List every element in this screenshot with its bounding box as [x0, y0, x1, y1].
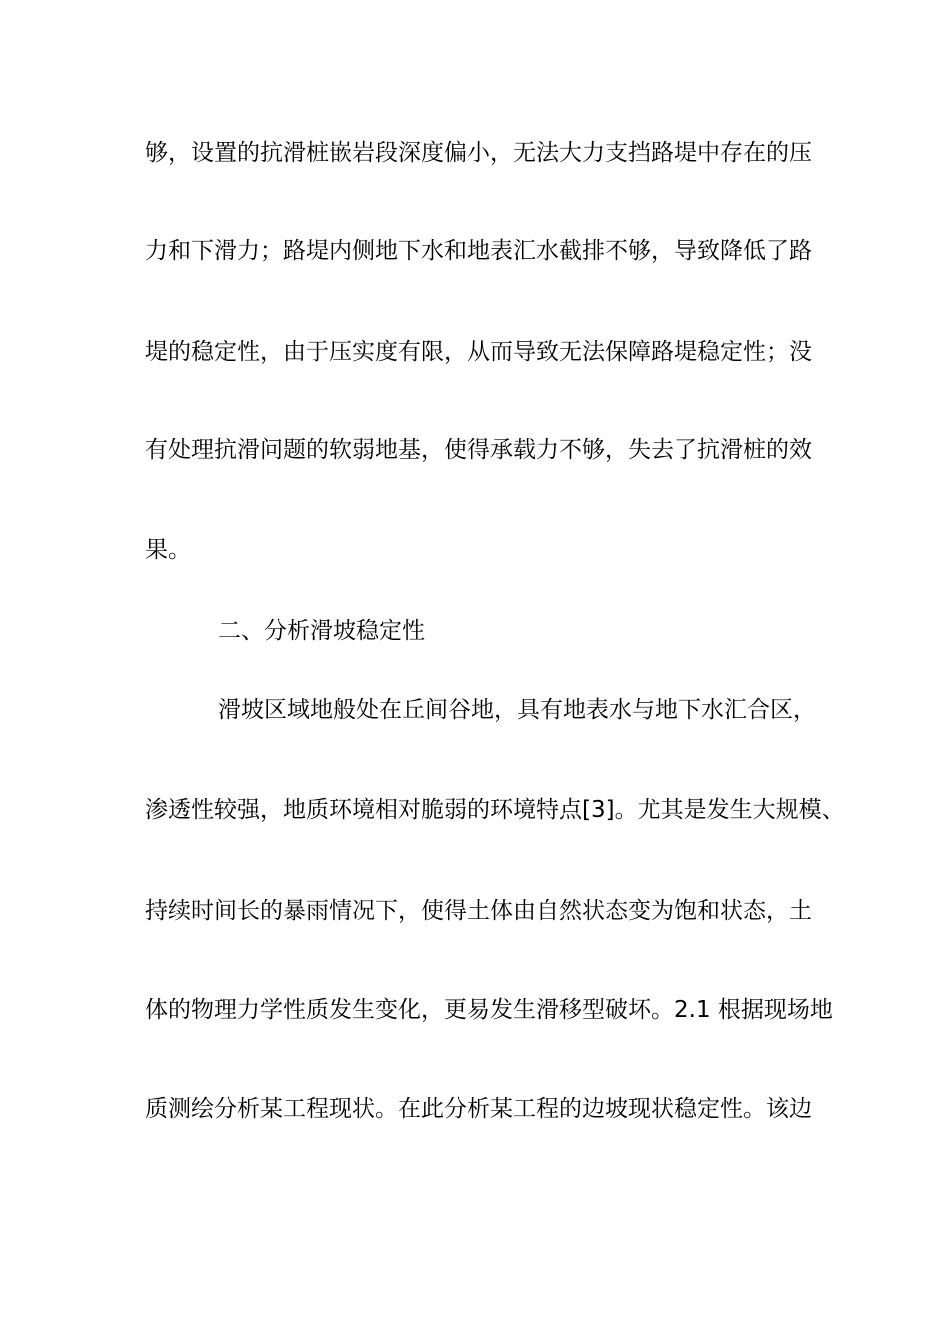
text-line-9: 持续时间长的暴雨情况下，使得土体由自然状态变为饱和状态，土 [145, 898, 812, 924]
text-line-2: 力和下滑力；路堤内侧地下水和地表汇水截排不够，导致降低了路 [145, 238, 812, 264]
paragraph-first-line: 滑坡区域地般处在丘间谷地，具有地表水与地下水汇合区， [218, 697, 816, 723]
text-line-8: 渗透性较强，地质环境相对脆弱的环境特点[3]。尤其是发生大规模、 [145, 797, 845, 823]
text-line-3: 堤的稳定性，由于压实度有限，从而导致无法保障路堤稳定性；没 [145, 339, 812, 365]
text-line-11: 质测绘分析某工程现状。在此分析某工程的边坡现状稳定性。该边 [145, 1096, 812, 1122]
text-line-5: 果。 [145, 537, 191, 563]
text-line-4: 有处理抗滑问题的软弱地基，使得承载力不够，失去了抗滑桩的效 [145, 437, 812, 463]
text-line-10: 体的物理力学性质发生变化，更易发生滑移型破坏。2.1 根据现场地 [145, 997, 833, 1023]
text-line-1: 够，设置的抗滑桩嵌岩段深度偏小，无法大力支挡路堤中存在的压 [145, 140, 812, 166]
section-heading: 二、分析滑坡稳定性 [218, 618, 425, 644]
